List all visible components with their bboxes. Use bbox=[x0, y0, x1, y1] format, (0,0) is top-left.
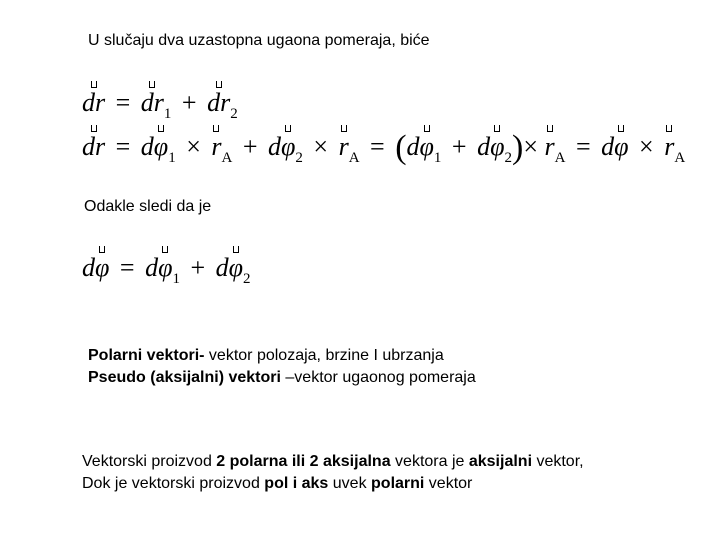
phi-symbol: φ bbox=[95, 253, 110, 282]
plus-sign: + bbox=[190, 253, 206, 282]
phi-symbol: φ bbox=[228, 253, 244, 282]
d-symbol: d bbox=[477, 132, 491, 161]
phi-symbol: φ bbox=[158, 253, 173, 282]
text-segment: vektora je bbox=[390, 453, 469, 470]
vector-r: r bbox=[664, 132, 675, 161]
equals-sign: = bbox=[119, 253, 135, 282]
bold-segment: pol i aks bbox=[264, 475, 329, 492]
equation-2 bbox=[82, 129, 686, 173]
pseudo-vectors-line bbox=[88, 368, 476, 388]
bold-segment: polarni bbox=[371, 475, 425, 492]
close-paren: ) bbox=[511, 129, 524, 166]
equals-sign: = bbox=[115, 88, 131, 117]
subscript: 1 bbox=[433, 150, 442, 166]
plus-sign: + bbox=[242, 132, 258, 161]
phi-symbol: φ bbox=[419, 132, 434, 161]
open-paren: ( bbox=[395, 129, 407, 166]
vector-dr: dr bbox=[82, 88, 106, 117]
vector-r: r bbox=[211, 132, 222, 161]
d-symbol: d bbox=[82, 253, 95, 282]
subscript: A bbox=[348, 150, 360, 166]
subscript: 1 bbox=[168, 150, 176, 166]
subscript: 2 bbox=[295, 150, 303, 166]
text-segment: Vektorski proizvod bbox=[82, 453, 217, 470]
equation-3 bbox=[82, 253, 251, 294]
subscript: A bbox=[674, 150, 686, 166]
d-symbol: d bbox=[268, 132, 281, 161]
conclusion-line-2 bbox=[82, 474, 472, 494]
vector-dr1: dr bbox=[140, 88, 164, 117]
cross-sign: × bbox=[639, 132, 654, 161]
d-symbol: d bbox=[140, 132, 154, 161]
cross-sign: × bbox=[313, 132, 329, 161]
vector-dr2: dr bbox=[207, 88, 231, 117]
vector-dr: dr bbox=[82, 132, 106, 161]
equals-sign: = bbox=[575, 132, 591, 161]
d-symbol: d bbox=[215, 253, 229, 282]
vector-r: r bbox=[544, 132, 555, 161]
vector-r: r bbox=[338, 132, 349, 161]
subscript: 2 bbox=[504, 150, 512, 166]
bold-segment: aksijalni bbox=[468, 453, 533, 470]
equals-sign: = bbox=[370, 132, 385, 161]
intro-text: U slučaju dva uzastopna ugaona pomeraja, biće bbox=[88, 32, 430, 49]
equation-1 bbox=[82, 88, 238, 129]
pseudo-vectors-term: Pseudo (aksijalni) vektori bbox=[88, 369, 281, 386]
polar-vectors-term: Polarni vektori- bbox=[88, 347, 205, 364]
subscript: 1 bbox=[163, 106, 172, 122]
subscript: A bbox=[554, 150, 566, 166]
subscript: 1 bbox=[172, 271, 180, 287]
d-symbol: d bbox=[406, 132, 420, 161]
text-segment: uvek bbox=[328, 475, 372, 492]
subscript: A bbox=[221, 150, 233, 166]
text-segment: vektor bbox=[424, 475, 473, 492]
plus-sign: + bbox=[181, 88, 197, 117]
polar-vectors-line bbox=[88, 346, 444, 366]
cross-sign: × bbox=[186, 132, 201, 161]
phi-symbol: φ bbox=[490, 132, 505, 161]
odakle-text: Odakle sledi da je bbox=[84, 198, 212, 215]
subscript: 2 bbox=[230, 106, 238, 122]
text-segment: Dok je vektorski proizvod bbox=[82, 475, 265, 492]
d-symbol: d bbox=[601, 132, 615, 161]
equals-sign: = bbox=[115, 132, 131, 161]
conclusion-line-1 bbox=[82, 452, 584, 472]
phi-symbol: φ bbox=[614, 132, 629, 161]
d-symbol: d bbox=[145, 253, 159, 282]
bold-segment: 2 polarna ili 2 aksijalna bbox=[216, 453, 391, 470]
phi-symbol: φ bbox=[153, 132, 169, 161]
phi-symbol: φ bbox=[281, 132, 296, 161]
cross-sign: × bbox=[523, 132, 538, 161]
pseudo-vectors-desc: –vektor ugaonog pomeraja bbox=[280, 369, 476, 386]
subscript: 2 bbox=[243, 271, 251, 287]
polar-vectors-desc: vektor polozaja, brzine I ubrzanja bbox=[204, 347, 444, 364]
text-segment: vektor, bbox=[532, 453, 584, 470]
plus-sign: + bbox=[451, 132, 467, 161]
